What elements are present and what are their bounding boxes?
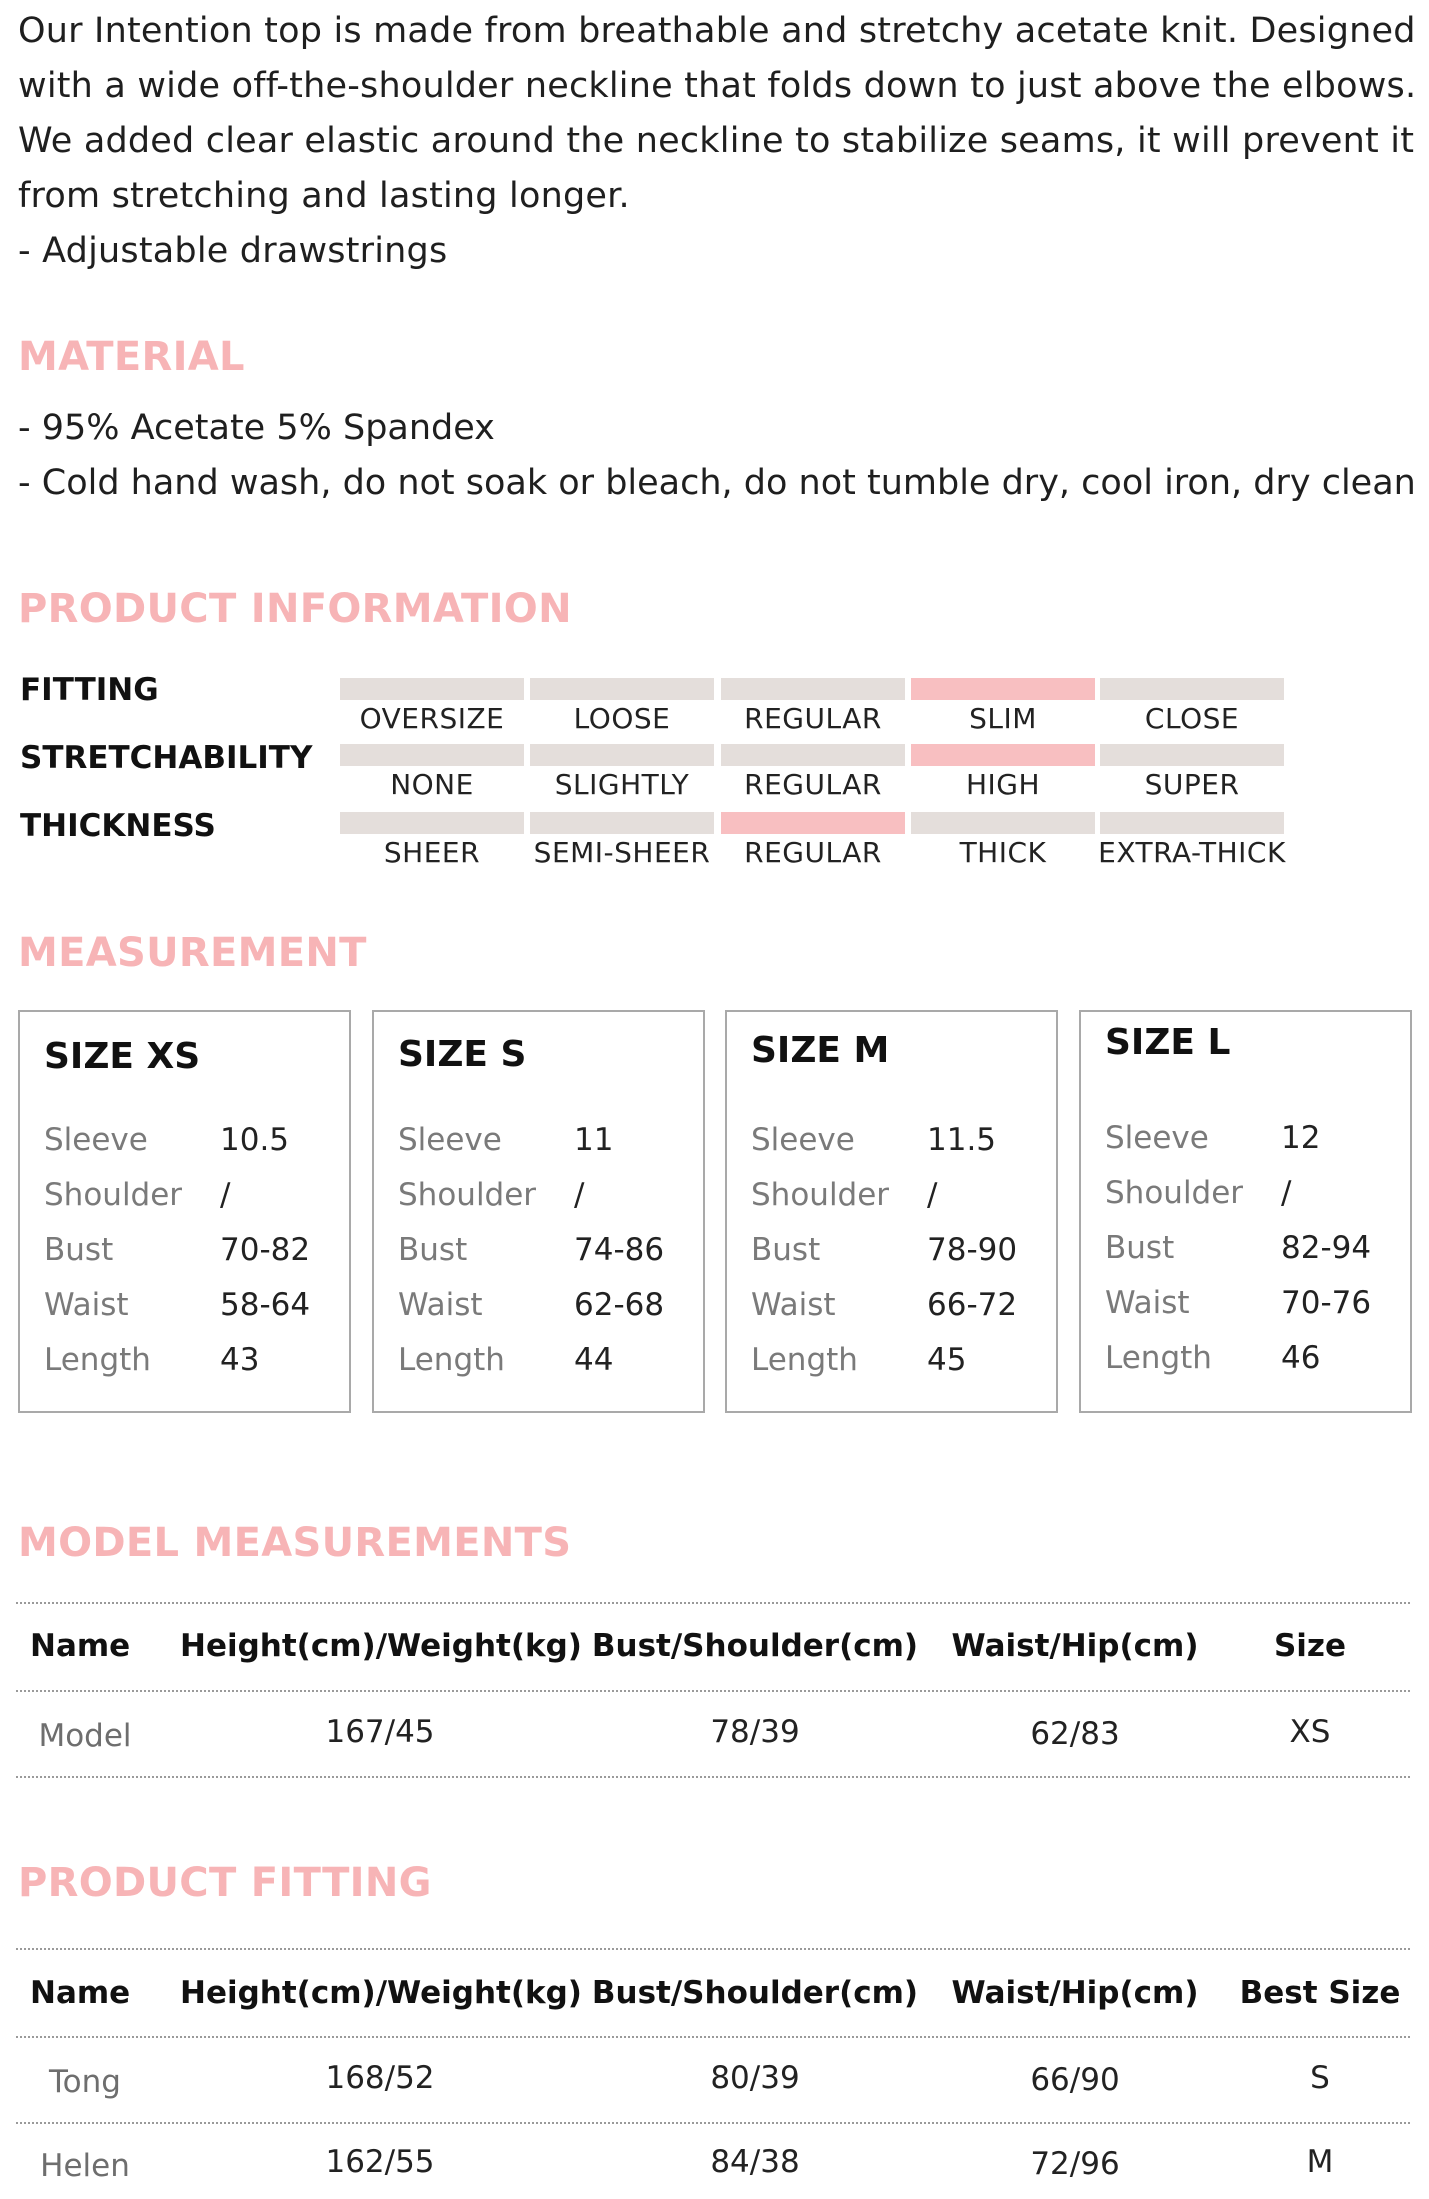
size-card-xs [18, 1010, 351, 1413]
model-measurements-heading: MODEL MEASUREMENTS [18, 1520, 572, 1566]
material-care: - Cold hand wash, do not soak or bleach, do not tumble dry, cool iron, dry clean [18, 463, 1416, 503]
thickness-option: SHEER [340, 812, 524, 872]
column-header: Waist/Hip(cm) [951, 1628, 1199, 1664]
fitting-option: SLIM [911, 678, 1095, 738]
size-card-s [372, 1010, 705, 1413]
product-fitting-heading: PRODUCT FITTING [18, 1860, 432, 1906]
size-title: SIZE S [398, 1034, 527, 1075]
stretchability-option: SUPER [1100, 744, 1284, 804]
measurement-row: Waist 58-64 [44, 1287, 311, 1323]
measurement-row: Shoulder / [751, 1177, 938, 1213]
measurement-row: Waist 70-76 [1105, 1285, 1372, 1321]
table-divider [16, 2122, 1410, 2124]
column-header: Waist/Hip(cm) [951, 1975, 1199, 2011]
measurement-row: Shoulder / [44, 1177, 231, 1213]
fitting-scale [340, 678, 1290, 738]
description-line: from stretching and lasting longer. [18, 176, 630, 216]
column-header: Bust/Shoulder(cm) [591, 1975, 919, 2011]
stretchability-option: SLIGHTLY [530, 744, 714, 804]
size-card-m [725, 1010, 1058, 1413]
measurement-row: Length 46 [1105, 1340, 1321, 1376]
measurement-row: Sleeve 11 [398, 1122, 614, 1158]
measurement-row: Length 45 [751, 1342, 967, 1378]
product-information-heading: PRODUCT INFORMATION [18, 586, 572, 632]
measurement-row: Bust 74-86 [398, 1232, 665, 1268]
thickness-option: EXTRA-THICK [1100, 812, 1284, 872]
stretchability-label: STRETCHABILITY [20, 740, 313, 776]
scale-bar [1100, 812, 1284, 834]
column-header: Height(cm)/Weight(kg) [180, 1975, 582, 2011]
column-header: Size [1273, 1628, 1347, 1664]
scale-bar [1100, 678, 1284, 700]
scale-bar [911, 812, 1095, 834]
material-composition: - 95% Acetate 5% Spandex [18, 408, 495, 448]
measurement-row: Length 44 [398, 1342, 614, 1378]
description-line: - Adjustable drawstrings [18, 231, 448, 271]
measurement-row: Bust 78-90 [751, 1232, 1018, 1268]
measurement-row: Sleeve 11.5 [751, 1122, 997, 1158]
thickness-option: REGULAR [721, 812, 905, 872]
table-divider [16, 2036, 1410, 2038]
measurement-row: Waist 62-68 [398, 1287, 665, 1323]
stretchability-option: REGULAR [721, 744, 905, 804]
measurement-row: Waist 66-72 [751, 1287, 1018, 1323]
measurement-row: Length 43 [44, 1342, 260, 1378]
fitting-option: REGULAR [721, 678, 905, 738]
scale-bar [530, 812, 714, 834]
column-header: Name [30, 1628, 131, 1664]
scale-bar [911, 744, 1095, 766]
measurement-row: Shoulder / [1105, 1175, 1292, 1211]
measurement-row: Bust 82-94 [1105, 1230, 1372, 1266]
column-header: Name [30, 1975, 131, 2011]
measurement-row: Shoulder / [398, 1177, 585, 1213]
thickness-option: SEMI-SHEER [530, 812, 714, 872]
scale-bar [1100, 744, 1284, 766]
thickness-option: THICK [911, 812, 1095, 872]
scale-bar [721, 744, 905, 766]
description-line: We added clear elastic around the neckline to stabilize seams, it will prevent it [18, 121, 1415, 161]
column-header: Best Size [1239, 1975, 1401, 2011]
column-header: Height(cm)/Weight(kg) [180, 1628, 582, 1664]
table-divider [16, 1690, 1410, 1692]
scale-bar [340, 744, 524, 766]
size-card-l [1079, 1010, 1412, 1413]
fitting-option: CLOSE [1100, 678, 1284, 738]
measurement-row: Sleeve 12 [1105, 1120, 1321, 1156]
material-heading: MATERIAL [18, 334, 245, 380]
size-title: SIZE XS [44, 1036, 201, 1077]
table-divider [16, 1602, 1410, 1604]
column-header: Bust/Shoulder(cm) [591, 1628, 919, 1664]
scale-bar [911, 678, 1095, 700]
fitting-option: OVERSIZE [340, 678, 524, 738]
table-divider [16, 1776, 1410, 1778]
description-line: with a wide off-the-shoulder neckline that folds down to just above the elbows. [18, 66, 1417, 106]
product-description [18, 4, 1418, 279]
table-divider [16, 1948, 1410, 1950]
stretchability-scale [340, 744, 1290, 804]
scale-bar [530, 744, 714, 766]
description-line: Our Intention top is made from breathable and stretchy acetate knit. Designed [18, 11, 1416, 51]
scale-bar [721, 812, 905, 834]
stretchability-option: NONE [340, 744, 524, 804]
stretchability-option: HIGH [911, 744, 1095, 804]
thickness-label: THICKNESS [20, 808, 216, 844]
measurement-row: Sleeve 10.5 [44, 1122, 290, 1158]
measurement-row: Bust 70-82 [44, 1232, 311, 1268]
scale-bar [530, 678, 714, 700]
scale-bar [340, 812, 524, 834]
scale-bar [721, 678, 905, 700]
fitting-label: FITTING [20, 672, 159, 708]
scale-bar [340, 678, 524, 700]
thickness-scale [340, 812, 1290, 872]
measurement-heading: MEASUREMENT [18, 930, 367, 976]
fitting-option: LOOSE [530, 678, 714, 738]
size-title: SIZE L [1105, 1022, 1231, 1063]
size-title: SIZE M [751, 1030, 890, 1071]
